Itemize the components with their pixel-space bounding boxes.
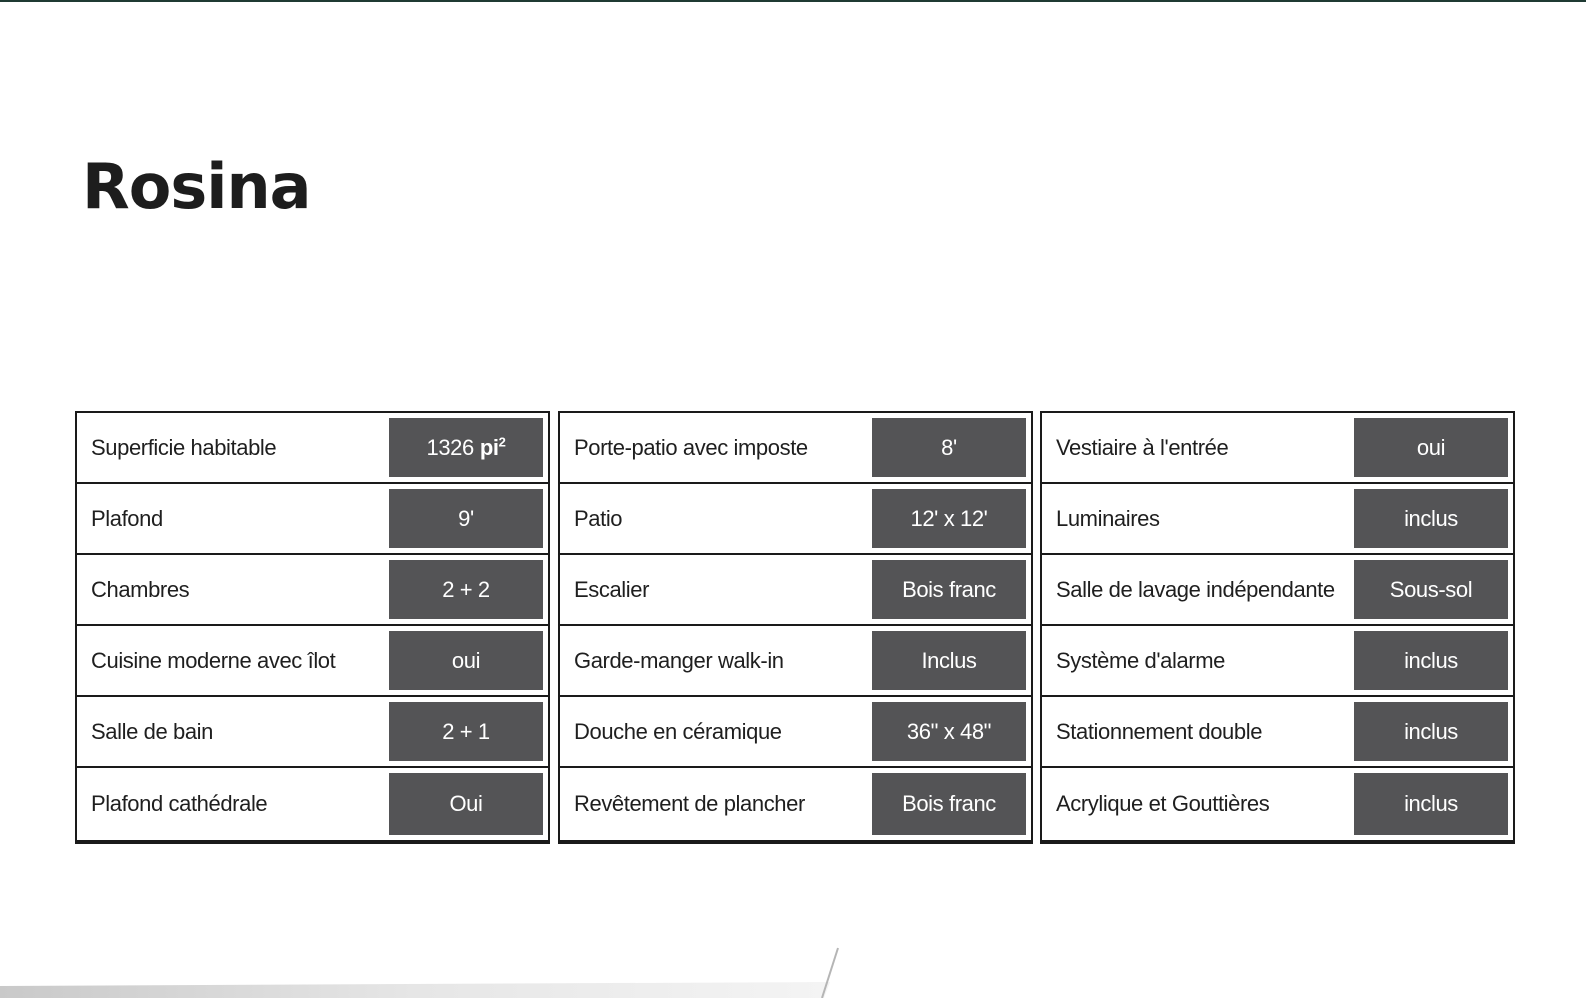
spec-row bbox=[1042, 768, 1513, 840]
spec-row bbox=[560, 555, 1031, 626]
page-title: Rosina bbox=[82, 150, 311, 223]
spec-value: 36" x 48" bbox=[872, 702, 1026, 761]
spec-value: Sous-sol bbox=[1354, 560, 1508, 619]
spec-value: 9' bbox=[389, 489, 543, 548]
spec-row bbox=[1042, 555, 1513, 626]
spec-table-3 bbox=[1040, 411, 1515, 842]
unit-superscript: 2 bbox=[498, 434, 506, 450]
spec-row bbox=[77, 697, 548, 768]
spec-label: Système d'alarme bbox=[1056, 647, 1225, 673]
footer-slash-line bbox=[822, 948, 838, 998]
spec-row bbox=[77, 768, 548, 840]
spec-row bbox=[560, 484, 1031, 555]
spec-value: oui bbox=[1354, 418, 1508, 477]
top-rule bbox=[0, 0, 1586, 2]
spec-value: 2 + 1 bbox=[389, 702, 543, 761]
spec-label: Escalier bbox=[574, 576, 650, 602]
spec-label: Plafond cathédrale bbox=[91, 791, 268, 816]
spec-value: 12' x 12' bbox=[872, 489, 1026, 548]
spec-row bbox=[77, 626, 548, 697]
spec-row bbox=[1042, 484, 1513, 555]
spec-row bbox=[1042, 697, 1513, 768]
spec-label: Cuisine moderne avec îlot bbox=[91, 647, 336, 673]
spec-value: Bois franc bbox=[872, 773, 1026, 835]
spec-label: Salle de bain bbox=[91, 718, 214, 744]
spec-value: Bois franc bbox=[872, 560, 1026, 619]
spec-value: 8' bbox=[872, 418, 1026, 477]
spec-row bbox=[1042, 413, 1513, 484]
spec-label: Acrylique et Gouttières bbox=[1056, 791, 1270, 816]
spec-label: Porte-patio avec imposte bbox=[574, 434, 808, 460]
spec-value: 2 + 2 bbox=[389, 560, 543, 619]
spec-value: inclus bbox=[1354, 631, 1508, 690]
spec-value-number: 1326 bbox=[426, 434, 474, 460]
unit-text: pi bbox=[479, 434, 499, 460]
spec-value bbox=[389, 418, 543, 477]
spec-label: Plafond bbox=[91, 505, 163, 531]
decorative-footer-shape bbox=[0, 940, 1586, 998]
spec-row bbox=[77, 555, 548, 626]
spec-value: inclus bbox=[1354, 489, 1508, 548]
spec-row bbox=[560, 768, 1031, 840]
spec-label: Patio bbox=[574, 505, 623, 531]
spec-label: Luminaires bbox=[1056, 505, 1160, 531]
spec-table-2 bbox=[558, 411, 1033, 842]
spec-value-unit bbox=[480, 435, 506, 461]
spec-label: Revêtement de plancher bbox=[574, 791, 805, 816]
spec-label: Garde-manger walk-in bbox=[574, 647, 784, 673]
spec-value: inclus bbox=[1354, 773, 1508, 835]
spec-row bbox=[560, 626, 1031, 697]
spec-value: inclus bbox=[1354, 702, 1508, 761]
spec-row bbox=[77, 484, 548, 555]
spec-label: Stationnement double bbox=[1056, 718, 1263, 744]
spec-value: Inclus bbox=[872, 631, 1026, 690]
spec-row bbox=[560, 697, 1031, 768]
spec-row bbox=[1042, 626, 1513, 697]
spec-table-1 bbox=[75, 411, 550, 842]
spec-label: Douche en céramique bbox=[574, 718, 782, 744]
footer-gray-band bbox=[0, 982, 830, 998]
spec-label: Vestiaire à l'entrée bbox=[1056, 434, 1229, 460]
spec-label: Chambres bbox=[91, 576, 190, 602]
spec-value: oui bbox=[389, 631, 543, 690]
spec-row bbox=[77, 413, 548, 484]
spec-value: Oui bbox=[389, 773, 543, 835]
spec-row bbox=[560, 413, 1031, 484]
spec-label: Superficie habitable bbox=[91, 434, 277, 460]
spec-label: Salle de lavage indépendante bbox=[1056, 576, 1335, 602]
